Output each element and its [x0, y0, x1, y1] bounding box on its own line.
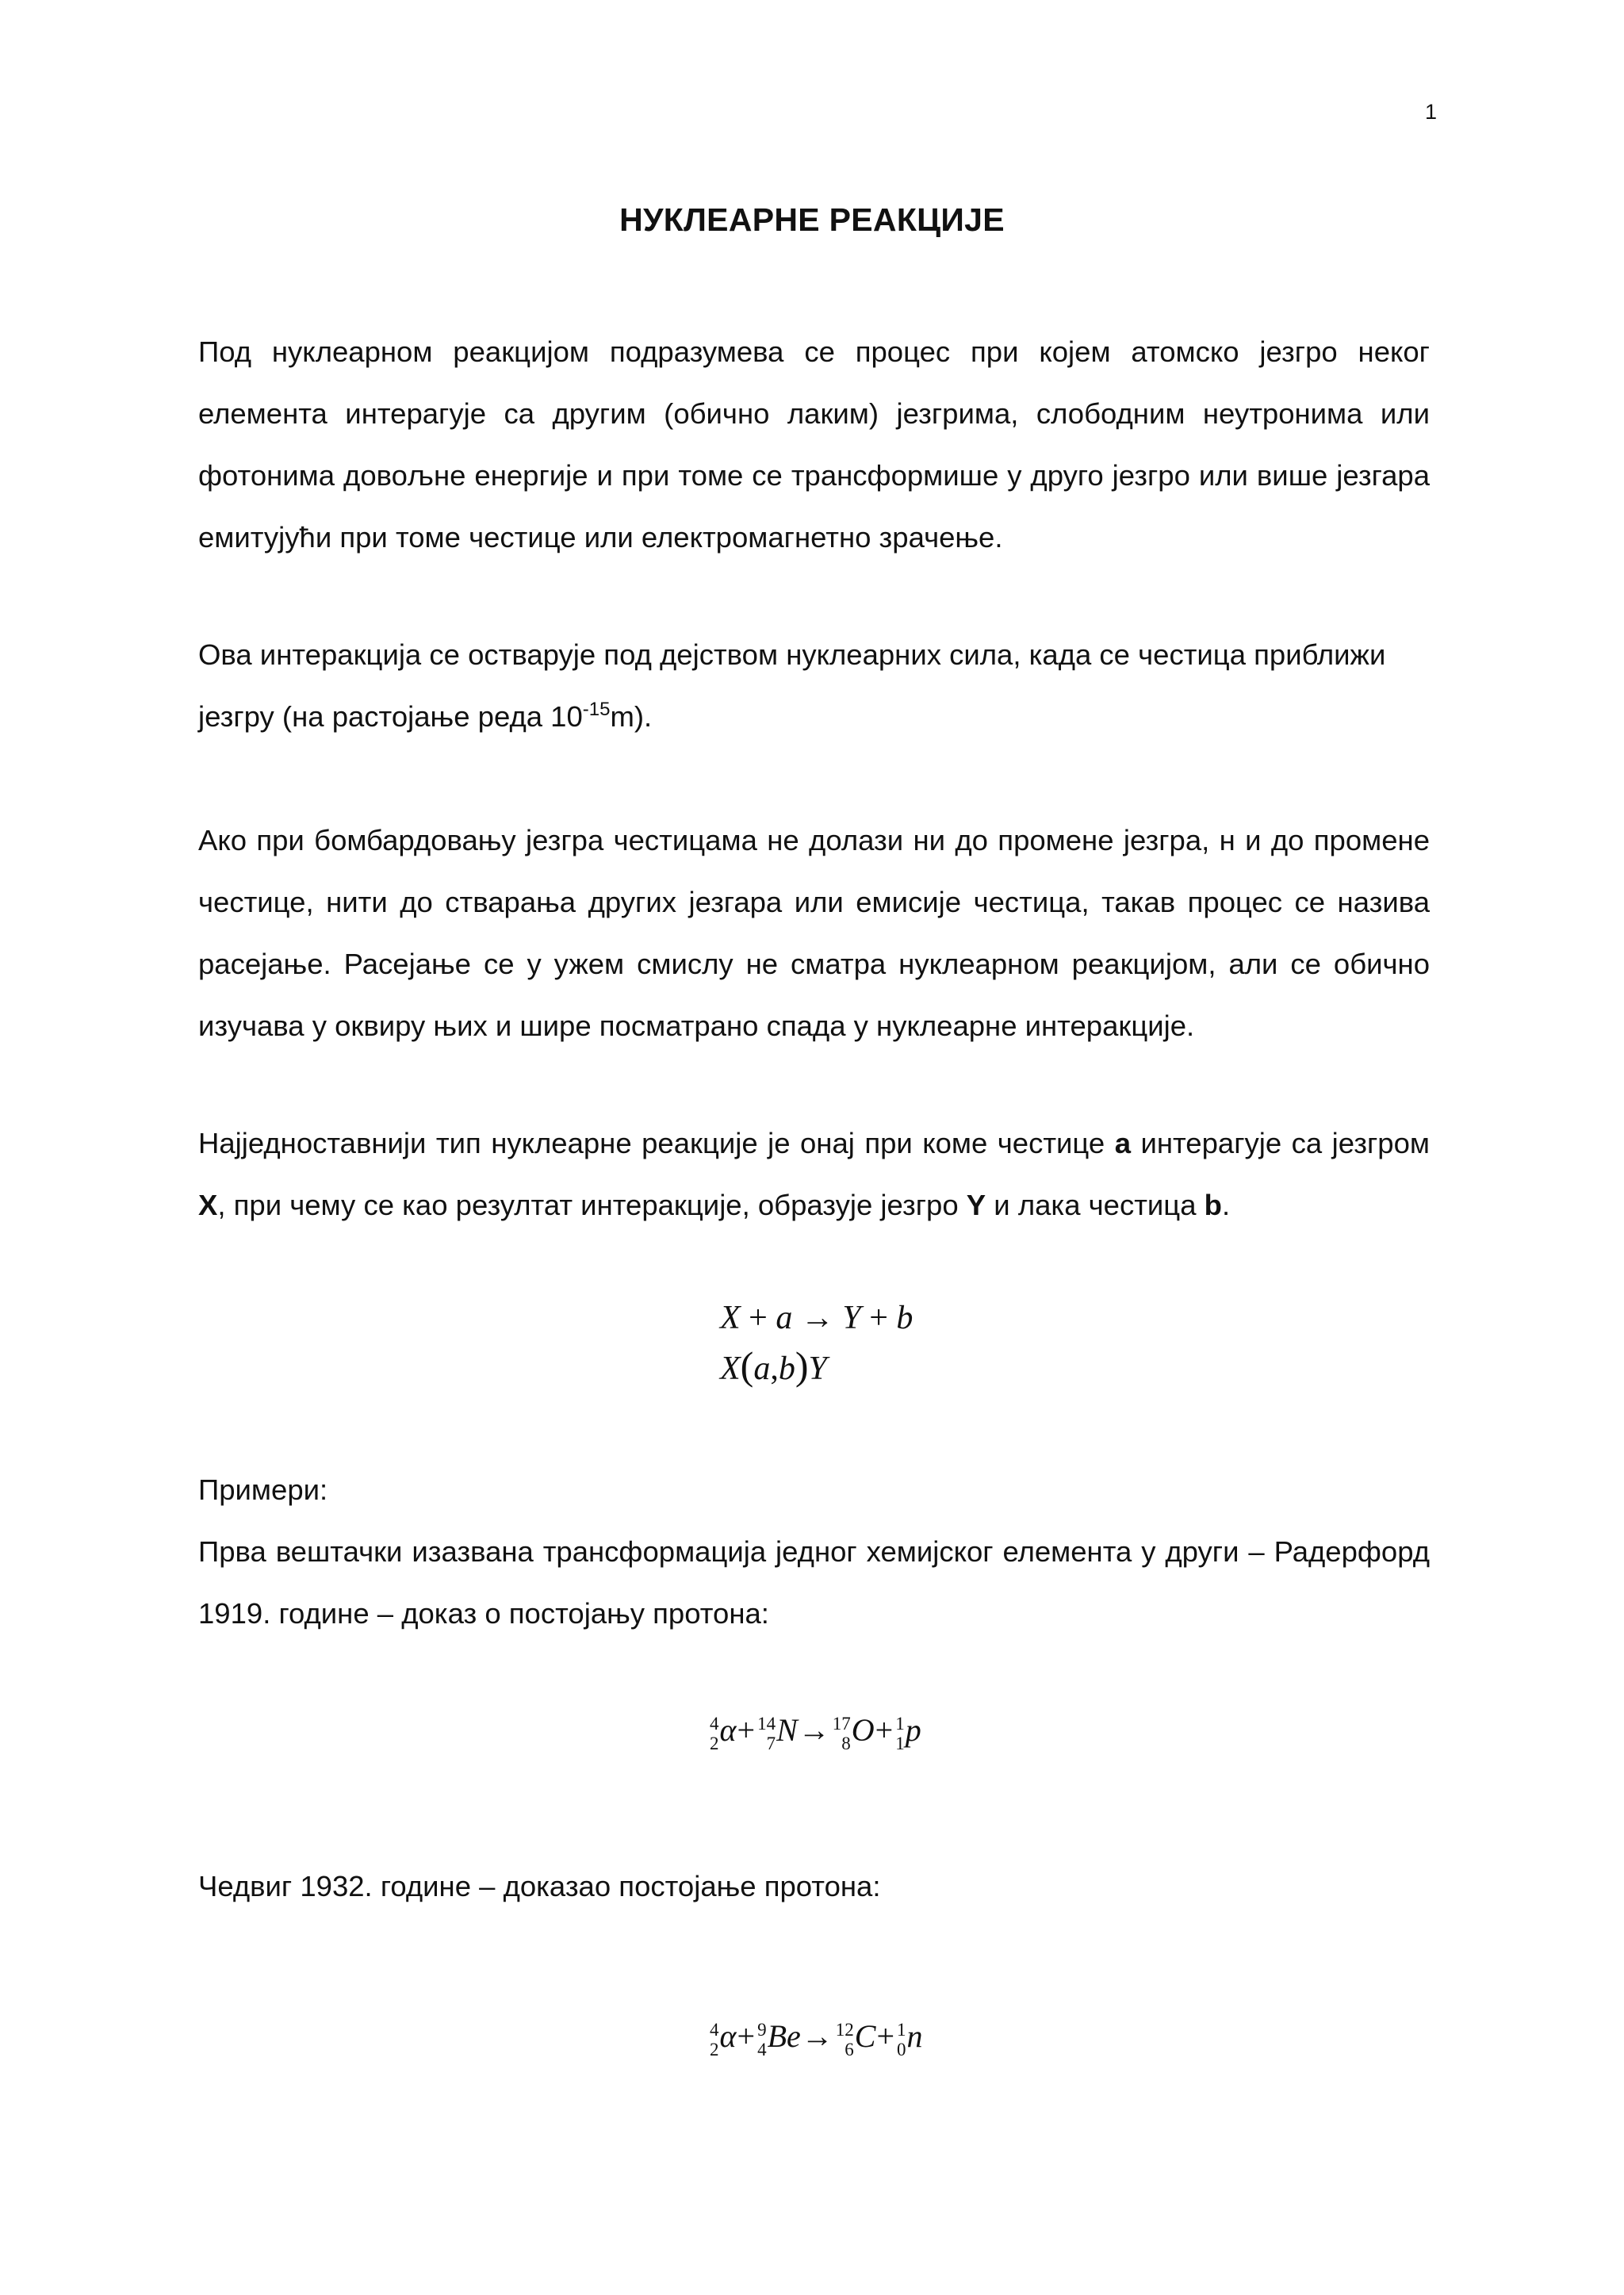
text-segment: .	[1221, 1189, 1231, 1221]
paragraph-interaction-range	[198, 624, 1430, 748]
nuclide-indices: 9 4	[757, 2019, 767, 2059]
nuclide-indices: 12 6	[835, 2019, 854, 2059]
symbol-y: Y	[808, 1351, 827, 1387]
symbol-y: Y	[842, 1300, 861, 1336]
arrow-icon: →	[798, 1712, 830, 1748]
example2-text: Чедвиг 1932. године – доказао постојање протона:	[198, 1870, 881, 1902]
paragraph-scattering: Ако при бомбардовању језгра честицама не долази ни до промене језгра, н и до промене честице, нити до стварања других језгара или емисије честица, такав процес се назива расејање. Расејање се у ужем смислу не сматра нуклеарном реакцијом, али се обично изучава у оквиру њих и шире посматрано спада у нуклеарне интеракције.	[198, 824, 1430, 1042]
particle-a: a	[1114, 1127, 1131, 1159]
plus-sign: +	[749, 1300, 768, 1336]
paragraph-text-end: m).	[610, 700, 653, 733]
symbol-b: b	[896, 1300, 914, 1336]
symbol-a: a	[776, 1300, 793, 1336]
oxygen-symbol: O	[851, 1712, 875, 1748]
text-segment: , при чему се као резултат интеракције, образује језгро	[217, 1189, 967, 1221]
exponent: -15	[582, 699, 611, 720]
nucleus-x: X	[198, 1189, 218, 1221]
right-paren: )	[795, 1343, 809, 1388]
text-segment: интерагује са језгром	[1131, 1127, 1430, 1159]
nuclide-indices: 14 7	[757, 1713, 776, 1753]
plus-sign: +	[876, 2018, 894, 2054]
symbol-a: a	[753, 1351, 771, 1387]
symbol-x: X	[720, 1300, 741, 1336]
neutron-symbol: n	[906, 2018, 923, 2054]
paragraph-text: Ова интеракција се остварује под дејством нуклеарних сила, када се честица приближи језгру (на растојање реда 10	[198, 638, 1386, 733]
particle-b: b	[1204, 1189, 1222, 1221]
carbon-symbol: C	[854, 2018, 876, 2054]
symbol-x: X	[720, 1351, 741, 1387]
general-reaction-equation	[720, 1294, 913, 1342]
nuclide-indices: 17 8	[832, 1713, 851, 1753]
text-segment: и лака честица	[986, 1189, 1205, 1221]
left-paren: (	[740, 1343, 754, 1388]
reaction-rutherford	[708, 1707, 921, 1754]
comma: ,	[770, 1351, 779, 1387]
reaction-chadwick	[708, 2013, 923, 2060]
plus-sign: +	[869, 1300, 888, 1336]
plus-sign: +	[737, 1712, 756, 1748]
text-segment: Најједноставнији тип нуклеарне реакције је онај при коме честице	[198, 1127, 1115, 1159]
nucleus-y: Y	[966, 1189, 986, 1221]
examples-label: Примери:	[198, 1473, 328, 1506]
symbol-b: b	[778, 1351, 795, 1387]
beryllium-symbol: Be	[767, 2018, 801, 2054]
general-reaction-notation	[720, 1342, 827, 1393]
example1-text: Прва вештачки изазвана трансформација једног хемијског елемента у други – Радерфорд 1919. године – доказ о постојању протона:	[198, 1535, 1430, 1630]
nuclide-indices: 4 2	[710, 2019, 719, 2059]
paragraph-definition: Под нуклеарном реакцијом подразумева се процес при којем атомско језгро неког елемента интерагује са другим (обично лаким) језгрима, слободним неутронима или фотонима довољне енергије и при томе се трансформише у друго језгро или више језгара емитујући при томе честице или електромагнетно зрачење.	[198, 335, 1430, 554]
nuclide-indices: 4 2	[710, 1713, 719, 1753]
proton-symbol: p	[905, 1712, 921, 1748]
nuclide-indices: 1 0	[897, 2019, 906, 2059]
arrow-icon: →	[800, 1300, 834, 1336]
alpha-symbol: α	[719, 2018, 737, 2054]
nitrogen-symbol: N	[776, 1712, 798, 1748]
paragraph-simple-reaction	[198, 1113, 1430, 1236]
alpha-symbol: α	[719, 1712, 737, 1748]
plus-sign: +	[737, 2018, 756, 2054]
page-number: 1	[1424, 100, 1437, 124]
arrow-icon: →	[801, 2018, 833, 2054]
plus-sign: +	[875, 1712, 894, 1748]
nuclide-indices: 1 1	[895, 1713, 905, 1753]
page-title: НУКЛЕАРНЕ РЕАКЦИЈЕ	[619, 201, 1005, 238]
